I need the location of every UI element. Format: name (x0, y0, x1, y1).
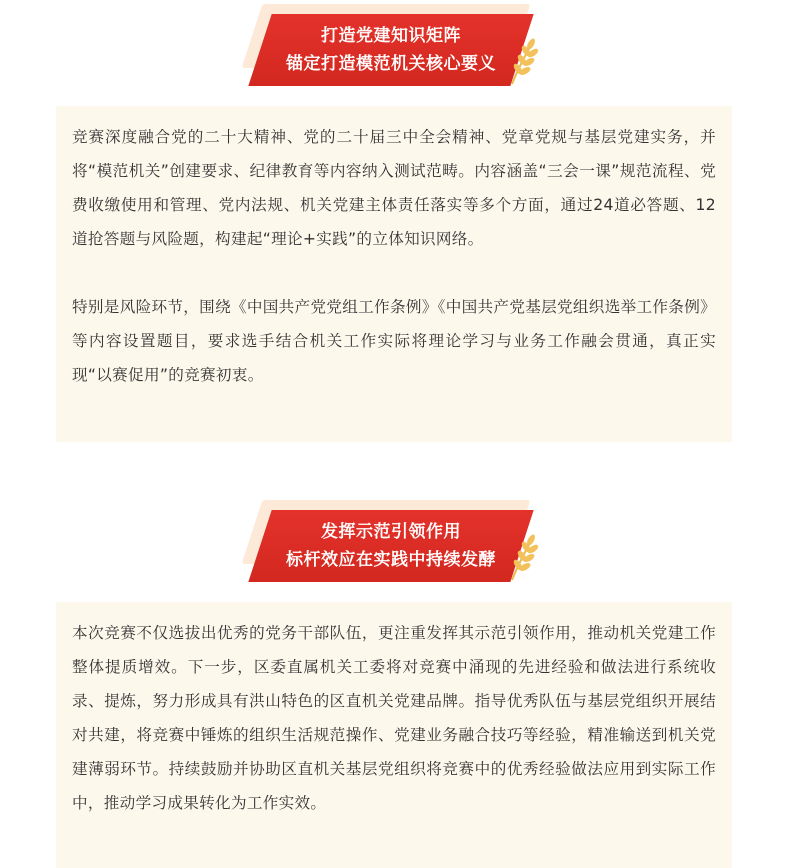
header-title-line-2: 锚定打造模范机关核心要义 (286, 54, 496, 74)
text-box-2 (56, 602, 732, 868)
header-title (260, 14, 522, 86)
paragraph: 本次竞赛不仅选拔出优秀的党务干部队伍，更注重发挥其示范引领作用，推动机关党建工作整体提质增效。下一步，区委直属机关工委将对竞赛中涌现的先进经验和做法进行系统收录、提炼，努力形成具有洪山特色的区直机关党建品牌。指导优秀队伍与基层党组织开展结对共建，将竞赛中锤炼的组织生活规范操作、党建业务融合技巧等经验，精准输送到机关党建薄弱环节。持续鼓励并协助区直机关基层党组织将竞赛中的优秀经验做法应用到实际工作中，推动学习成果转化为工作实效。 (72, 624, 716, 812)
header-title-line-2: 标杆效应在实践中持续发酵 (286, 550, 496, 570)
paragraph: 特别是风险环节，围绕《中国共产党党组工作条例》《中国共产党基层党组织选举工作条例》等内容设置题目，要求选手结合机关工作实际将理论学习与业务工作融会贯通，真正实现“以赛促用”的竞赛初衷。 (72, 298, 716, 384)
header-title (260, 510, 522, 582)
section-header-1 (246, 4, 546, 88)
text-box-1 (56, 106, 732, 442)
header-title-line-1: 发挥示范引领作用 (321, 522, 461, 542)
wheat-icon (504, 34, 540, 86)
header-title-line-1: 打造党建知识矩阵 (321, 26, 461, 46)
wheat-icon (504, 530, 540, 582)
section-header-2 (246, 500, 546, 584)
paragraph: 竞赛深度融合党的二十大精神、党的二十届三中全会精神、党章党规与基层党建实务，并将“模范机关”创建要求、纪律教育等内容纳入测试范畴。内容涵盖“三会一课”规范流程、党费收缴使用和管理、党内法规、机关党建主体责任落实等多个方面，通过24道必答题、12道抢答题与风险题，构建起“理论+实践”的立体知识网络。 (72, 128, 716, 248)
